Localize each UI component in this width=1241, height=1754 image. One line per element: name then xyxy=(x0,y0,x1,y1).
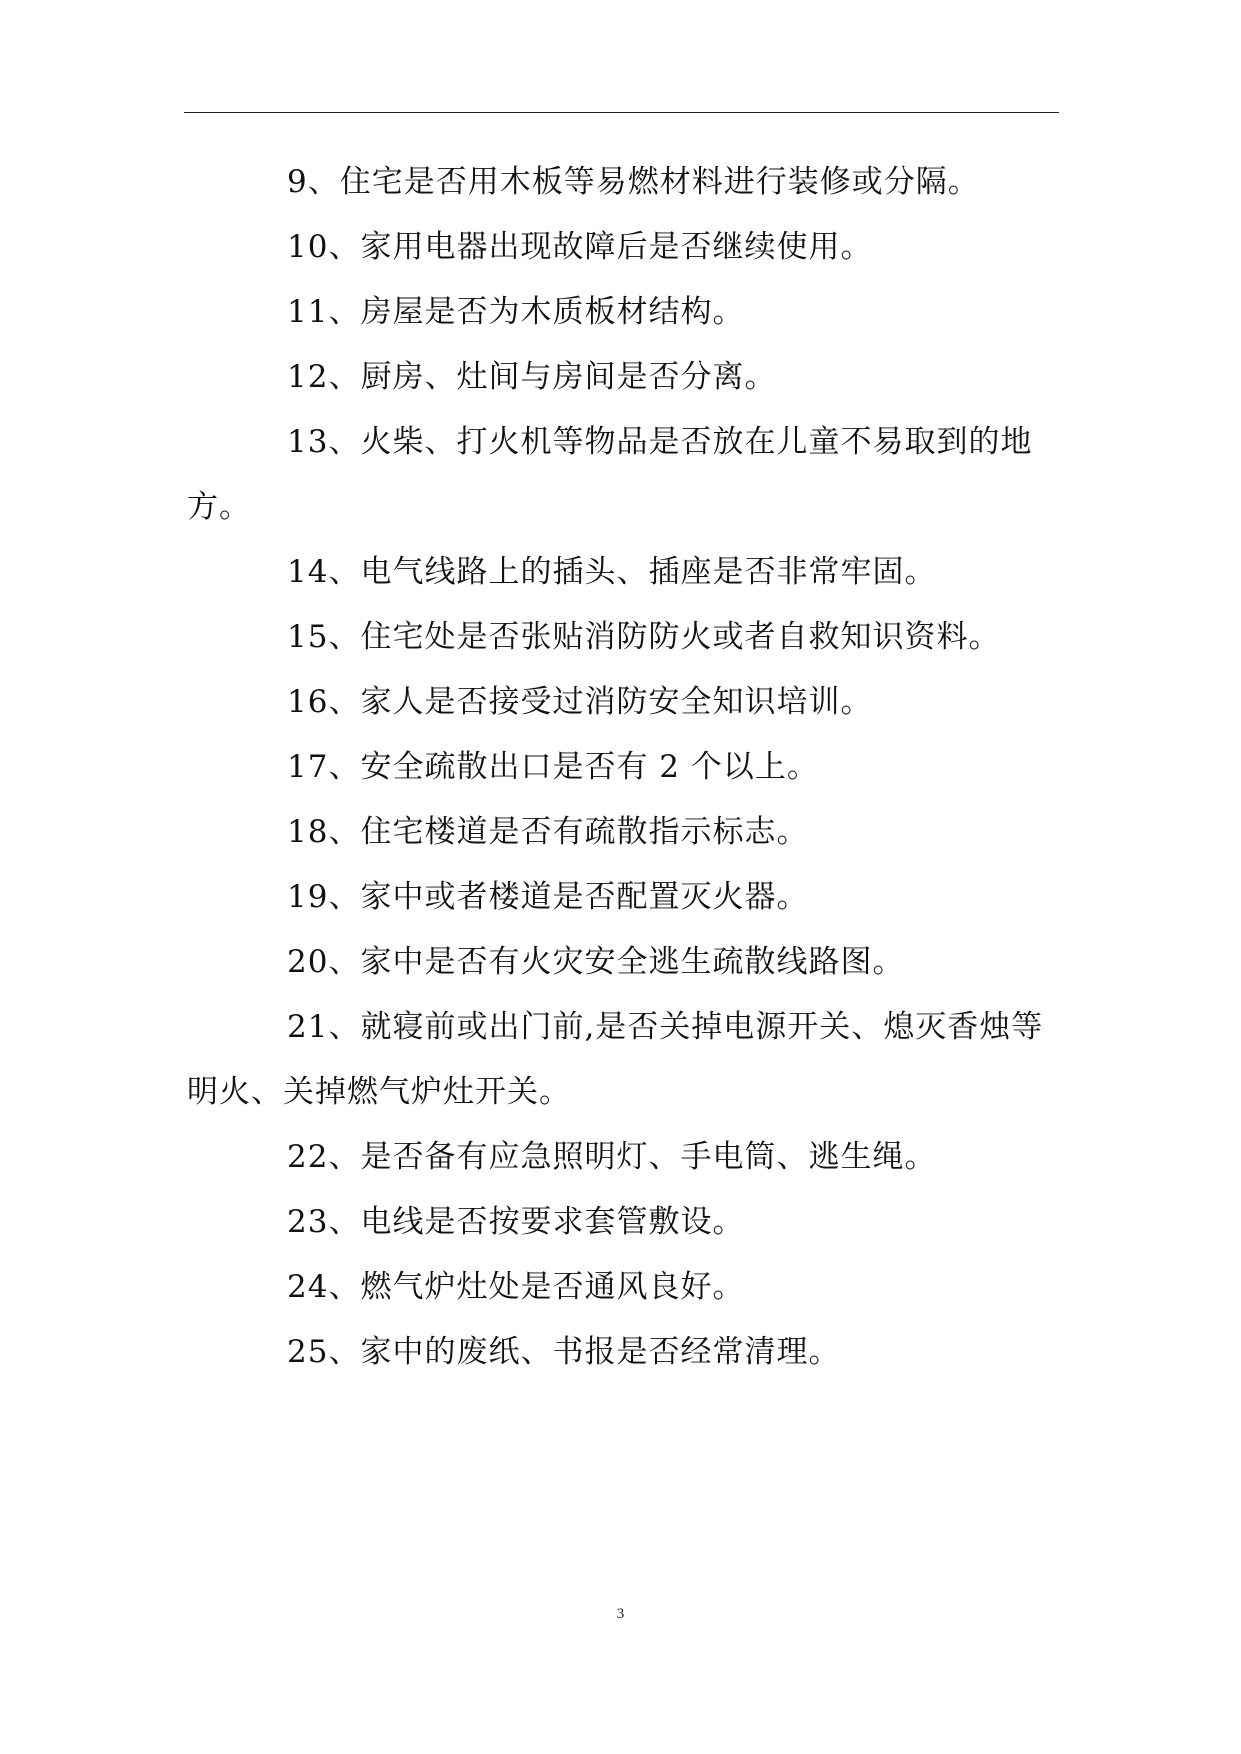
checklist-item-19: 19、家中或者楼道是否配置灭火器。 xyxy=(287,879,809,915)
checklist-item-11: 11、房屋是否为木质板材结构。 xyxy=(287,294,745,330)
checklist-item-20: 20、家中是否有火灾安全逃生疏散线路图。 xyxy=(287,944,905,980)
checklist-body xyxy=(187,150,1059,1385)
checklist-item-17: 17、安全疏散出口是否有 2 个以上。 xyxy=(287,749,819,785)
checklist-item-10: 10、家用电器出现故障后是否继续使用。 xyxy=(287,229,873,265)
checklist-item-23: 23、电线是否按要求套管敷设。 xyxy=(287,1204,745,1240)
checklist-item-24: 24、燃气炉灶处是否通风良好。 xyxy=(287,1269,745,1305)
page-number: 3 xyxy=(616,1606,625,1622)
checklist-item-25: 25、家中的废纸、书报是否经常清理。 xyxy=(287,1334,841,1370)
checklist-item-16: 16、家人是否接受过消防安全知识培训。 xyxy=(287,684,873,720)
checklist-item-12: 12、厨房、灶间与房间是否分离。 xyxy=(287,359,777,395)
checklist-item-9: 9、住宅是否用木板等易燃材料进行装修或分隔。 xyxy=(287,164,980,200)
header-rule xyxy=(184,112,1059,113)
checklist-item-22: 22、是否备有应急照明灯、手电筒、逃生绳。 xyxy=(287,1139,937,1175)
checklist-item-18: 18、住宅楼道是否有疏散指示标志。 xyxy=(287,814,809,850)
checklist-item-21: 21、就寝前或出门前,是否关掉电源开关、熄灭香烛等明火、关掉燃气炉灶开关。 xyxy=(187,1009,1044,1110)
checklist-item-13: 13、火柴、打火机等物品是否放在儿童不易取到的地方。 xyxy=(187,424,1033,525)
checklist-item-14: 14、电气线路上的插头、插座是否非常牢固。 xyxy=(287,554,937,590)
checklist-item-15: 15、住宅处是否张贴消防防火或者自救知识资料。 xyxy=(287,619,1001,655)
